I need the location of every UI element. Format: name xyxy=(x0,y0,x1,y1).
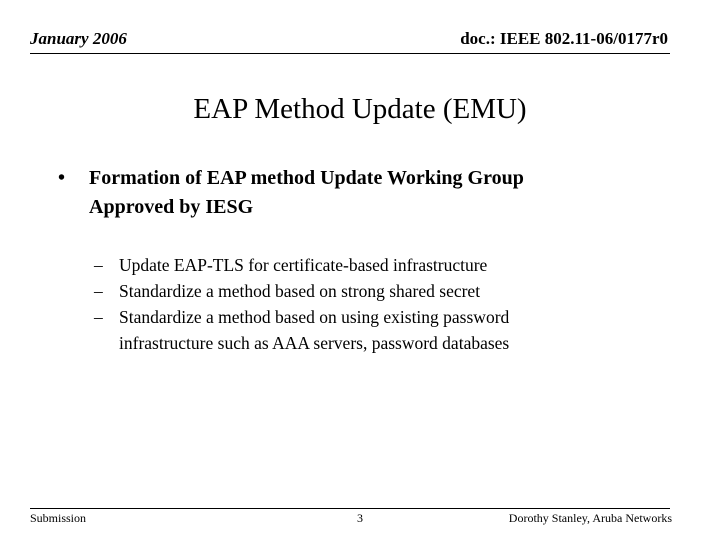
sub-bullet-item xyxy=(94,304,654,356)
sub-bullet-line: infrastructure such as AAA servers, password databases xyxy=(119,333,510,353)
sub-bullet-line: Standardize a method based on strong shared secret xyxy=(119,281,481,301)
sub-bullet-line: Update EAP-TLS for certificate-based infrastructure xyxy=(119,255,488,275)
slide-title: EAP Method Update (EMU) xyxy=(193,93,527,125)
footer-divider xyxy=(30,508,670,509)
main-bullet-line-2: Approved by IESG xyxy=(89,196,254,218)
sub-bullet-item xyxy=(94,252,654,278)
main-bullet-line-1: Formation of EAP method Update Working Group xyxy=(89,167,524,189)
dash-bullet-icon: – xyxy=(94,255,103,275)
bullet-dot-icon: • xyxy=(58,167,66,189)
sub-bullet-list xyxy=(94,252,654,356)
main-bullet xyxy=(58,164,658,222)
header-date: January 2006 xyxy=(30,29,127,48)
header-divider xyxy=(30,53,670,54)
footer-submission: Submission xyxy=(30,511,87,525)
dash-bullet-icon: – xyxy=(94,307,103,327)
sub-bullet-line: Standardize a method based on using existing password xyxy=(119,307,510,327)
page-number: 3 xyxy=(357,511,363,525)
sub-bullet-item xyxy=(94,278,654,304)
header-doc-id: doc.: IEEE 802.11-06/0177r0 xyxy=(460,29,668,48)
dash-bullet-icon: – xyxy=(94,281,103,301)
footer-author: Dorothy Stanley, Aruba Networks xyxy=(508,511,672,525)
